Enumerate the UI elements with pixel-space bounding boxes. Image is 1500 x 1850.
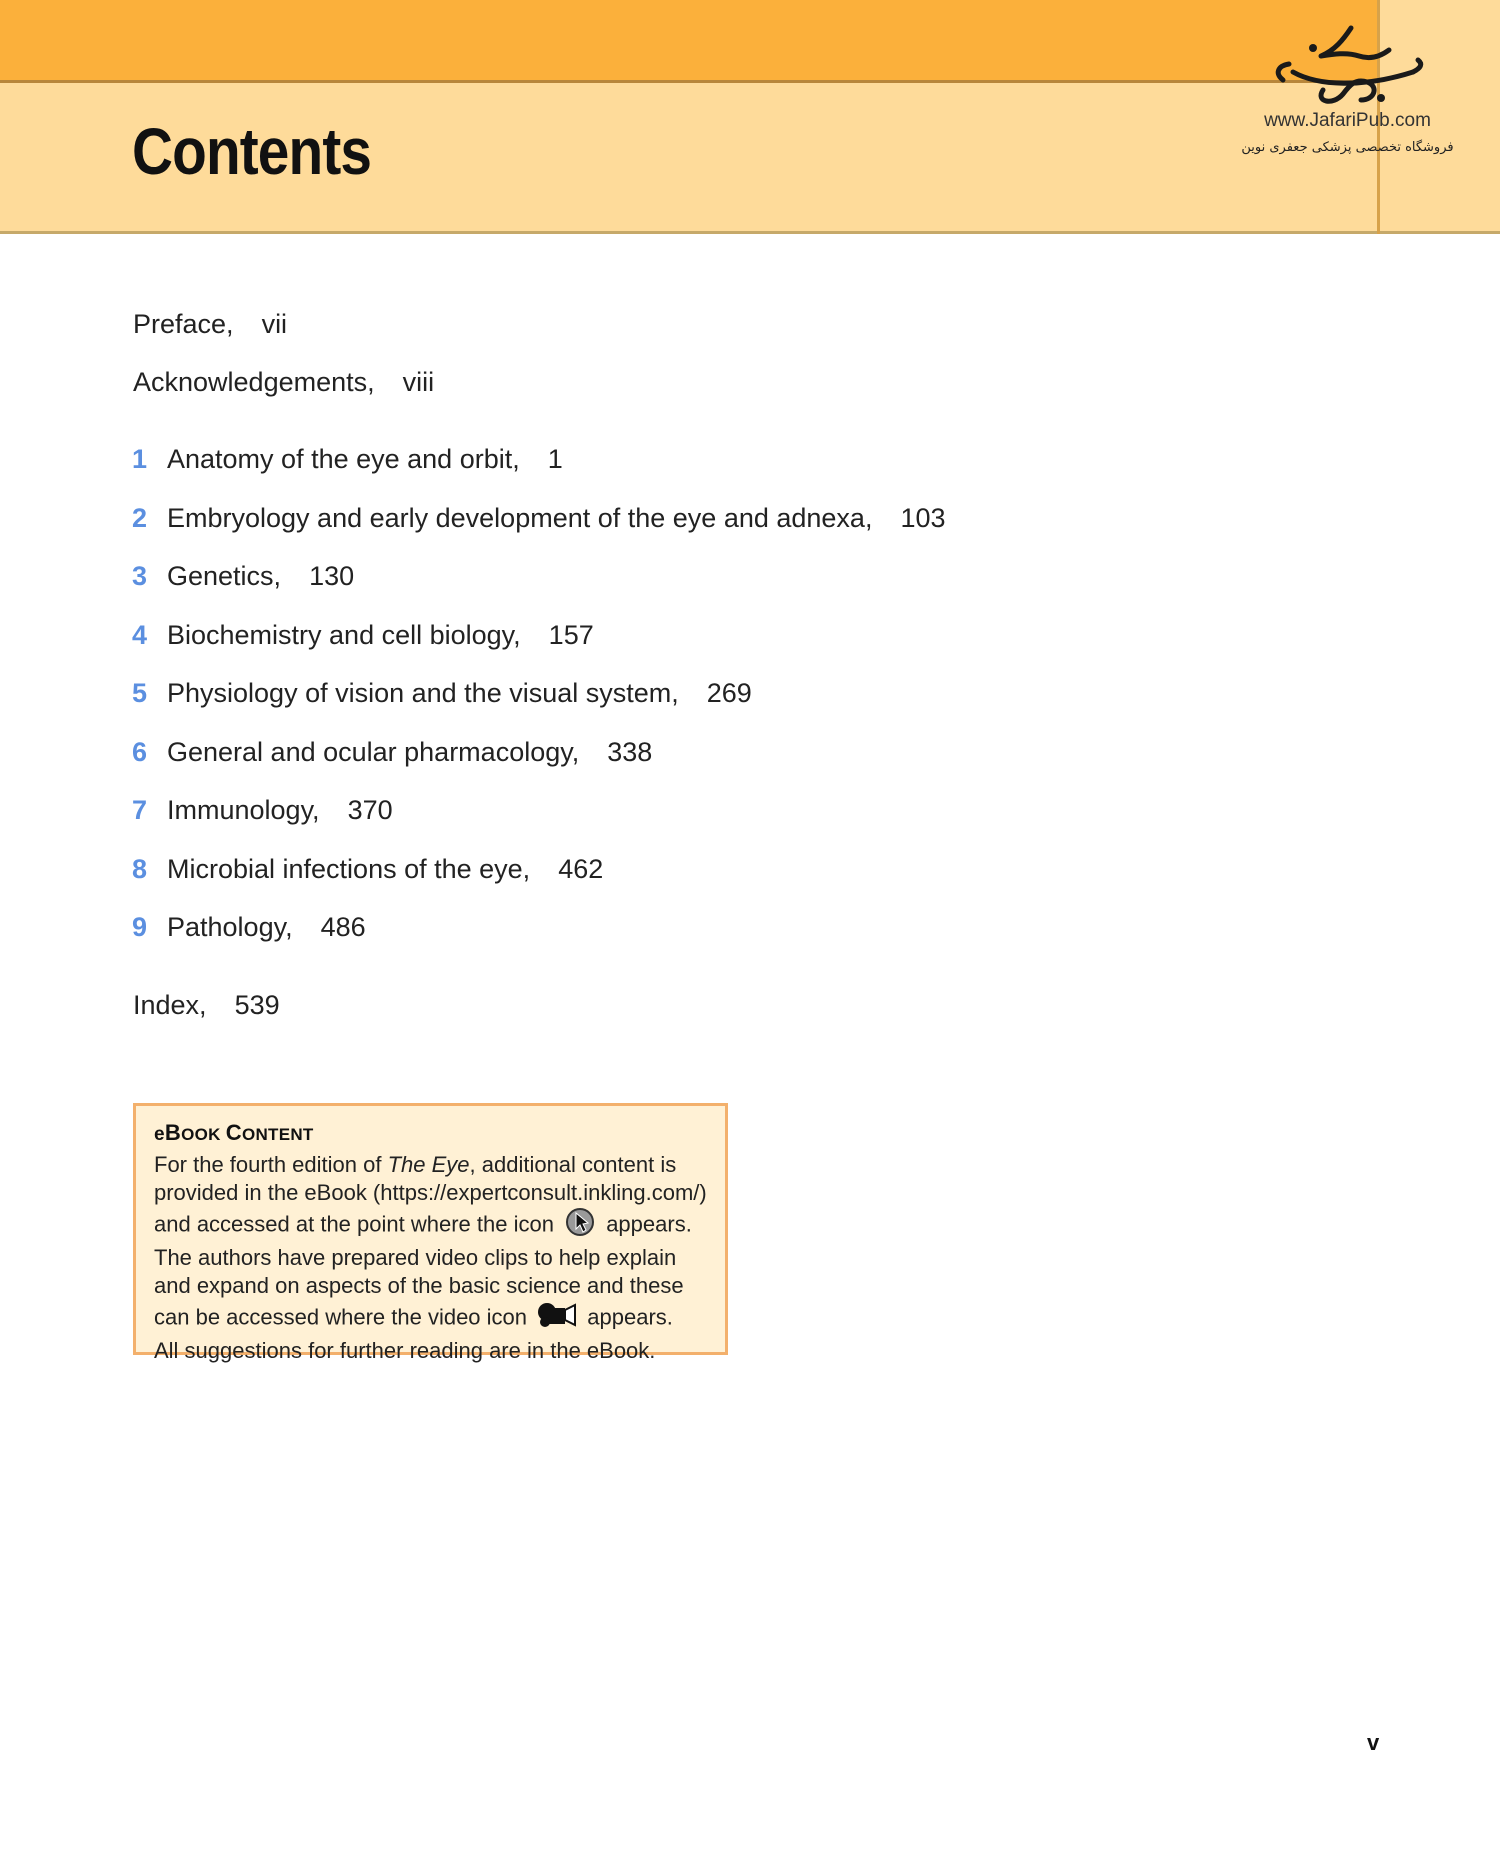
toc-chapter-3[interactable] xyxy=(132,563,354,590)
chapter-title: Physiology of vision and the visual system, xyxy=(167,678,679,708)
ebook-text-segment: can be accessed where the video icon xyxy=(154,1304,528,1330)
chapter-number: 1 xyxy=(132,444,148,474)
chapter-title: Embryology and early development of the eye and adnexa, xyxy=(167,503,873,533)
chapter-number: 2 xyxy=(132,503,148,533)
toc-label: Index, xyxy=(133,990,207,1020)
chapter-number: 4 xyxy=(132,620,148,650)
chapter-title: Microbial infections of the eye, xyxy=(167,854,531,884)
video-camera-icon xyxy=(537,1300,577,1337)
toc-page: 539 xyxy=(234,990,280,1020)
ebook-text xyxy=(154,1151,707,1365)
chapter-number: 6 xyxy=(132,737,148,767)
ebook-line xyxy=(154,1207,707,1244)
chapter-title: Anatomy of the eye and orbit, xyxy=(167,444,520,474)
header-top-bar xyxy=(0,0,1378,83)
ebook-text-segment: , additional content is xyxy=(469,1152,677,1177)
toc-chapter-4[interactable] xyxy=(132,622,594,649)
chapter-number: 9 xyxy=(132,912,148,942)
chapter-number: 5 xyxy=(132,678,148,708)
logo-tagline: فروشگاه تخصصی پزشکی جعفری نوین xyxy=(1241,140,1454,155)
toc-chapter-6[interactable] xyxy=(132,739,652,766)
toc-page: viii xyxy=(402,367,435,397)
toc-index[interactable] xyxy=(133,992,280,1019)
toc-chapter-5[interactable] xyxy=(132,680,752,707)
toc-page: vii xyxy=(261,309,288,339)
cursor-circle-icon xyxy=(564,1207,596,1244)
chapter-number: 3 xyxy=(132,561,148,591)
toc-chapter-8[interactable] xyxy=(132,856,603,883)
ebook-text-segment: appears. xyxy=(606,1211,692,1237)
publisher-logo xyxy=(1215,20,1480,180)
toc-preface[interactable] xyxy=(133,311,287,338)
ebook-line: provided in the eBook (https://expertconsult.inkling.com/) xyxy=(154,1180,707,1205)
toc-chapter-9[interactable] xyxy=(132,914,366,941)
chapter-page: 370 xyxy=(347,795,393,825)
ebook-line: The authors have prepared video clips to help explain xyxy=(154,1245,677,1270)
toc-chapter-1[interactable] xyxy=(132,446,563,473)
chapter-page: 462 xyxy=(558,854,604,884)
chapter-page: 338 xyxy=(607,737,653,767)
chapter-title: Pathology, xyxy=(167,912,293,942)
ebook-line xyxy=(154,1151,707,1179)
toc-chapter-2[interactable] xyxy=(132,505,946,532)
ebook-content-box xyxy=(133,1103,728,1363)
toc-chapter-7[interactable] xyxy=(132,797,393,824)
chapter-page: 1 xyxy=(547,444,563,474)
toc-label: Preface, xyxy=(133,309,234,339)
ebook-line xyxy=(154,1300,707,1337)
chapter-page: 130 xyxy=(309,561,355,591)
ebook-text-segment: appears. xyxy=(587,1304,673,1330)
ebook-text-segment: For the fourth edition of xyxy=(154,1152,388,1177)
toc-acknowledgements[interactable] xyxy=(133,369,434,396)
chapter-page: 486 xyxy=(320,912,366,942)
book-title-italic: The Eye xyxy=(387,1152,470,1177)
ebook-title: eBOOK CONTENT xyxy=(154,1120,314,1145)
calligraphy-logo-icon xyxy=(1263,20,1433,110)
ebook-text-segment: and accessed at the point where the icon xyxy=(154,1211,554,1237)
chapter-number: 8 xyxy=(132,854,148,884)
chapter-page: 269 xyxy=(706,678,752,708)
page-number: v xyxy=(1367,1730,1380,1755)
chapter-page: 103 xyxy=(900,503,946,533)
chapter-title: General and ocular pharmacology, xyxy=(167,737,580,767)
chapter-page: 157 xyxy=(548,620,594,650)
chapter-title: Biochemistry and cell biology, xyxy=(167,620,521,650)
page-title: Contents xyxy=(132,114,372,188)
chapter-title: Genetics, xyxy=(167,561,282,591)
logo-url: www.JafariPub.com xyxy=(1264,110,1431,131)
ebook-line: and expand on aspects of the basic science and these xyxy=(154,1273,684,1298)
toc-label: Acknowledgements, xyxy=(133,367,375,397)
chapter-number: 7 xyxy=(132,795,148,825)
chapter-title: Immunology, xyxy=(167,795,320,825)
ebook-line: All suggestions for further reading are in the eBook. xyxy=(154,1338,656,1363)
